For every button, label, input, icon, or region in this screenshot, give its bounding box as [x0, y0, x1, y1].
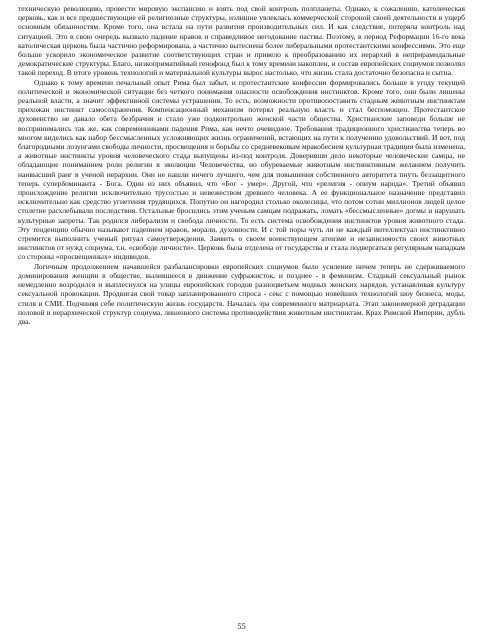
paragraph-3: Логичным продолжением начавшейся разбалансировки европейских социумов было усиление ничем теперь не сдерживаемого доминирования женщин в обществе, вылившееся в движение суфражисток, и позднее - в феминизм. Стадный сексуальный рынок немедленно возродился и выплеснулся на улицы европейских городов разноцветьем модных женских нарядов, устанавливая культуру сексуальной провокации. Продвигая свой товар запланированного спроса - секс с помощью новейших технологий шоу бизнеса, моды, стиля и СМИ. Подчиняя себе политическую жизнь государств. Началась эра современного матриархата. Этап закономерной деградации половой и иерархической структур социума, лишенного системы противодействия животным инстинктам. Крах Римской Империи, дубль два. — [18, 261, 465, 326]
paragraph-1: техническую революцию, провести мировую экспансию и взять под свой контроль полпланеты. Однако, к сожалению, католическая церковь, как и все предшествующие ей религиозные структуры, излишне увлеклась коммерческой стороной своей деятельности в ущерб основным обязанностям. Кроме того, она встала на пути развития производительных сил. И как следствие, потеряла контроль над ситуацией. Это в свою очередь вызвало падение нравов и справедливое негодование паствы. Поэтому, в период Реформации 16-го века католическая церковь была частично реформирована, а частично вытеснена более либеральными протестантскими конфессиями. Это еще больше ускорило экономическое развитие соответствующих стран и привело к преобразованию их иерархий в неприрамидальные демократические структуры. Благо, низкоприматийный генофонд был к тому времени накоплен, и состав европейских социумов позволял такой переход. В итоге уровень технологий и материальной культуры вырос настолько, что жизнь стала достаточно безопасна и сытна. — [18, 4, 465, 78]
paragraph-2: Однако к тому времени печальный опыт Рима был забыт, и протестантские конфессии формировались больше в угоду текущей политической и экономической ситуации без четкого понимания опасности освобождения инстинктов. Кроме того, они были лишены реальной власти, а значит эффективной системы устрашения. То есть, возможности противопоставить стадным животным инстинктам прихожан инстинкт самосохранения. Компенсационный механизм потерял реальную власть и стал беспомощен. Протестантское духовенство не давало обета безбрачия и стало уже подконтрольно женской части общества. Христианские заповеди больше не воспринимались так же, как современниками падения Рима, как нечто очевидное. Требования традиционного христианства теперь во многом виделись как набор бессмысленных усложняющих жизнь ограничений, встающих на пути к получению удовольствий. И вот, под благородными лозунгами свободы личности, просвещения и борьбы со средневековым мракобесием культурная традиция была изменена, а животные инстинкты уровня человеческого стада выпущены из-под контроля. Доверивши дело некоторые человеческие самцы, не обладающие пониманием роли религии в эволюции Человечества, но обуреваемые животным инстинктивным желанием получить наивысший ранг в ученой иерархии. Они не нашли ничего лучшего, чем для повышения собственного авторитета пнуть беззащитного теперь суперδоминанта - Бога. Один из них объявил, что «Бог - умер». Другой, что «религия - опиум народа». Третий объявил происхождение религии исключительно трусостью и невежеством древнего человека. А ее функциональное назначение представил исключительно как средство угнетения трудящихся. Попутно он нагородил столько околесицы, что потом сотни миллионов людей целое столетие расхлебывали последствия. Остальные бросились этим ученым самцам подражать, ломать «бессмысленные» догмы и нарушать культурные запреты. Так родился либерализм и свобода личности. То есть система освобождения инстинктов уровня животного стада. Эту тенденцию обычно называют падением нравов, морали, духовности. И с той поры чуть ли не каждый интеллектуал инстинктивно стремится выполнить ученый ритуал самоутверждения. Заявить о своем воинствующем атеизме и независимости своих животных инстинктов от нужд социума, т.н. «свободе личности». Церковь была отделена от государства и стала подвергаться регулярным нападкам со стороны «просвещенных» индивидов. — [18, 77, 465, 262]
body-text — [18, 4, 465, 326]
page-number: 55 — [237, 621, 246, 631]
